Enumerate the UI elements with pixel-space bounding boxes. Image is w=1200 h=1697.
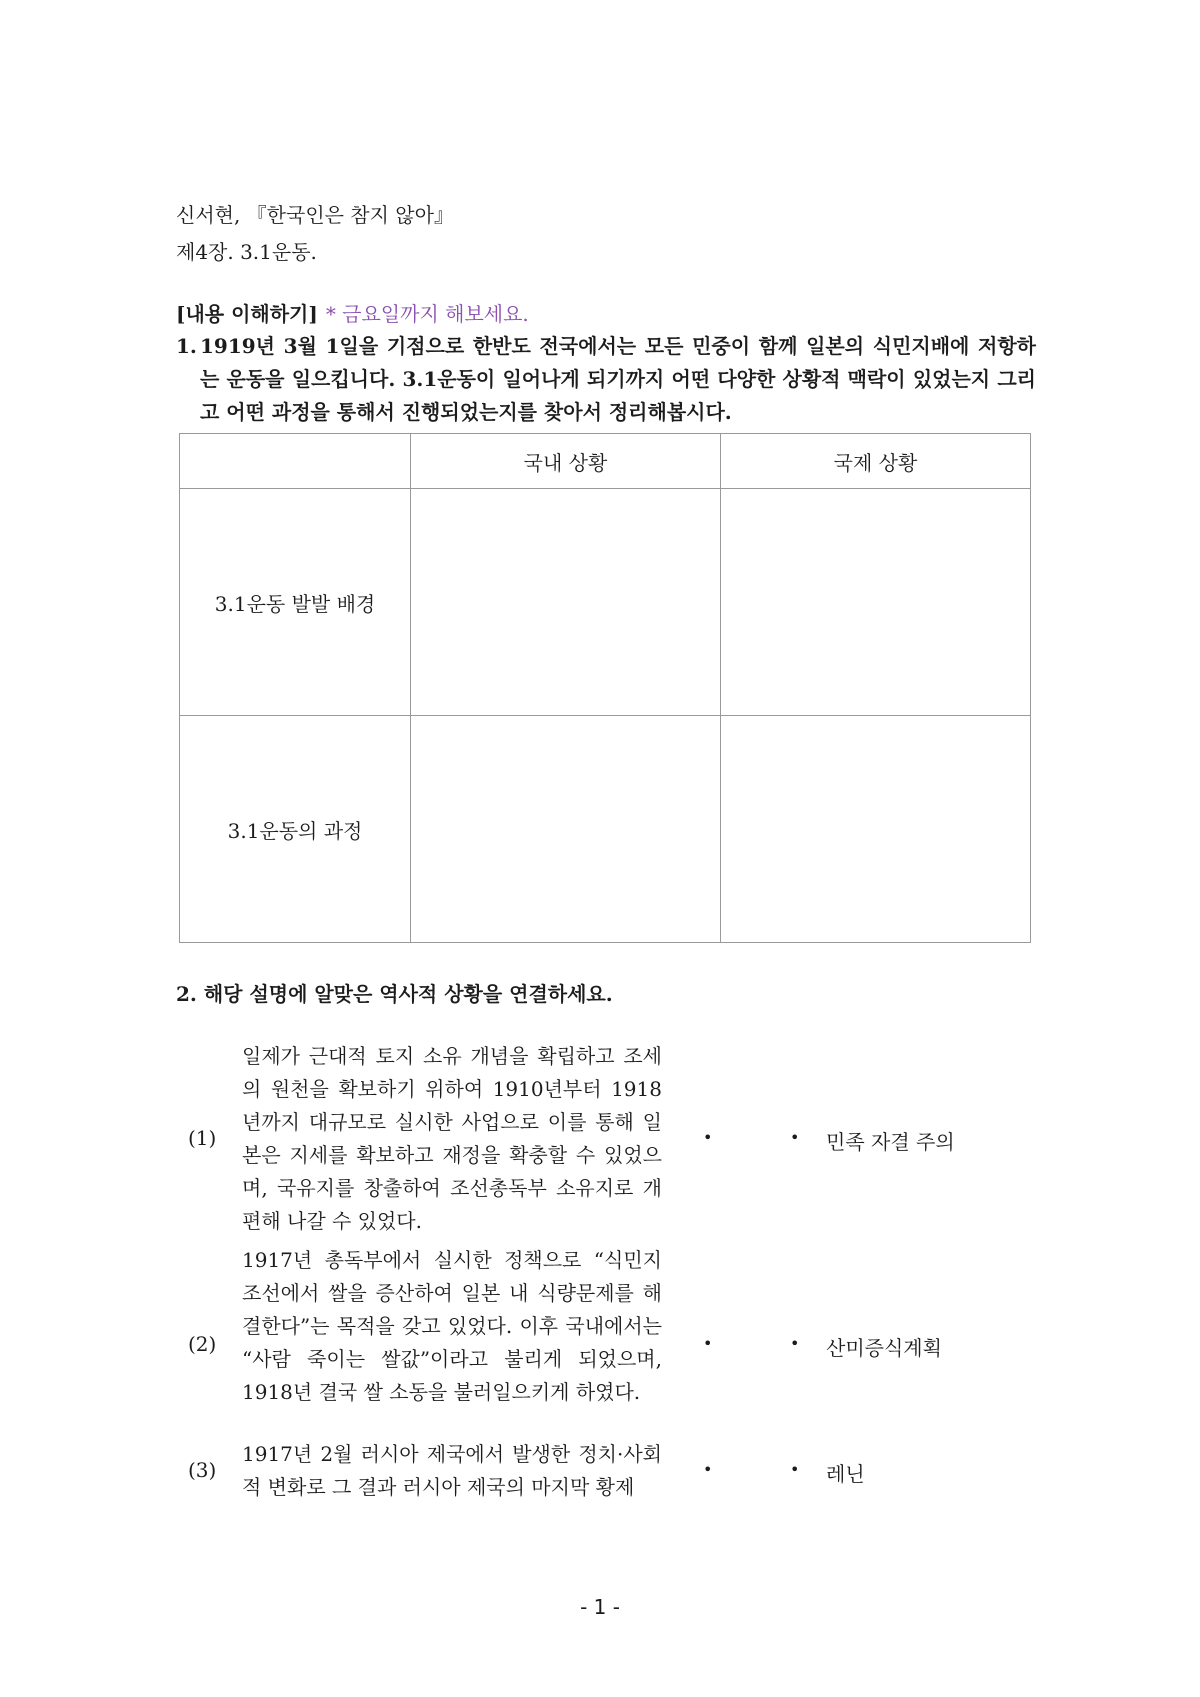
question-1	[176, 330, 1036, 429]
chapter-title: 제4장. 3.1운동.	[176, 240, 317, 264]
question-2-title: 2. 해당 설명에 알맞은 역사적 상황을 연결하세요.	[176, 982, 613, 1006]
right-connector-dot[interactable]: •	[790, 1128, 800, 1147]
question-1-number: 1.	[176, 334, 197, 358]
book-reference: 신서현, 『한국인은 참지 않아』	[176, 203, 454, 227]
cell-background-international[interactable]	[721, 489, 1031, 716]
table-row	[180, 716, 1031, 943]
item-number: (2)	[188, 1332, 217, 1356]
match-item-2	[176, 1244, 1076, 1444]
match-item-1	[176, 1040, 1076, 1240]
row-label-background: 3.1운동 발발 배경	[180, 489, 411, 716]
right-connector-dot[interactable]: •	[790, 1334, 800, 1353]
table-header-blank	[180, 434, 411, 489]
answer-option: 민족 자결 주의	[826, 1130, 955, 1154]
page-number: - 1 -	[580, 1595, 620, 1619]
table-row	[180, 489, 1031, 716]
context-table	[179, 433, 1031, 943]
row-label-process: 3.1운동의 과정	[180, 716, 411, 943]
cell-process-domestic[interactable]	[411, 716, 721, 943]
answer-option: 레닌	[826, 1462, 865, 1486]
cell-background-domestic[interactable]	[411, 489, 721, 716]
match-item-3	[176, 1438, 1076, 1508]
answer-option: 산미증식계획	[826, 1336, 942, 1360]
item-number: (1)	[188, 1126, 217, 1150]
item-description: 일제가 근대적 토지 소유 개념을 확립하고 조세의 원천을 확보하기 위하여 1910년부터 1918년까지 대규모로 실시한 사업으로 이를 통해 일본은 지세를 확보하고 재정을 확충할 수 있었으며, 국유지를 창출하여 조선총독부 소유지로 개편해 나갈 수 있었다.	[242, 1044, 662, 1233]
deadline-note: * 금요일까지 해보세요.	[325, 302, 529, 326]
item-number: (3)	[188, 1458, 217, 1482]
cell-process-international[interactable]	[721, 716, 1031, 943]
section-title: [내용 이해하기]	[176, 302, 318, 326]
question-1-text: 1919년 3월 1일을 기점으로 한반도 전국에서는 모든 민중이 함께 일본의 식민지배에 저항하는 운동을 일으킵니다. 3.1운동이 일어나게 되기까지 어떤 다양한 상황적 맥락이 있었는지 그리고 어떤 과정을 통해서 진행되었는지를 찾아서 정리해봅시다.	[200, 334, 1036, 424]
left-connector-dot[interactable]: •	[703, 1460, 713, 1479]
table-header-international: 국제 상황	[721, 434, 1031, 489]
left-connector-dot[interactable]: •	[703, 1334, 713, 1353]
table-header-row	[180, 434, 1031, 489]
item-description: 1917년 총독부에서 실시한 정책으로 “식민지 조선에서 쌀을 증산하여 일본 내 식량문제를 해결한다”는 목적을 갖고 있었다. 이후 국내에서는 “사람 죽이는 쌀값”이라고 불리게 되었으며, 1918년 결국 쌀 소동을 불러일으키게 하였다.	[242, 1248, 662, 1404]
right-connector-dot[interactable]: •	[790, 1460, 800, 1479]
item-description: 1917년 2월 러시아 제국에서 발생한 정치·사회적 변화로 그 결과 러시아 제국의 마지막 황제	[242, 1442, 662, 1499]
section-heading	[176, 298, 529, 327]
left-connector-dot[interactable]: •	[703, 1128, 713, 1147]
table-header-domestic: 국내 상황	[411, 434, 721, 489]
